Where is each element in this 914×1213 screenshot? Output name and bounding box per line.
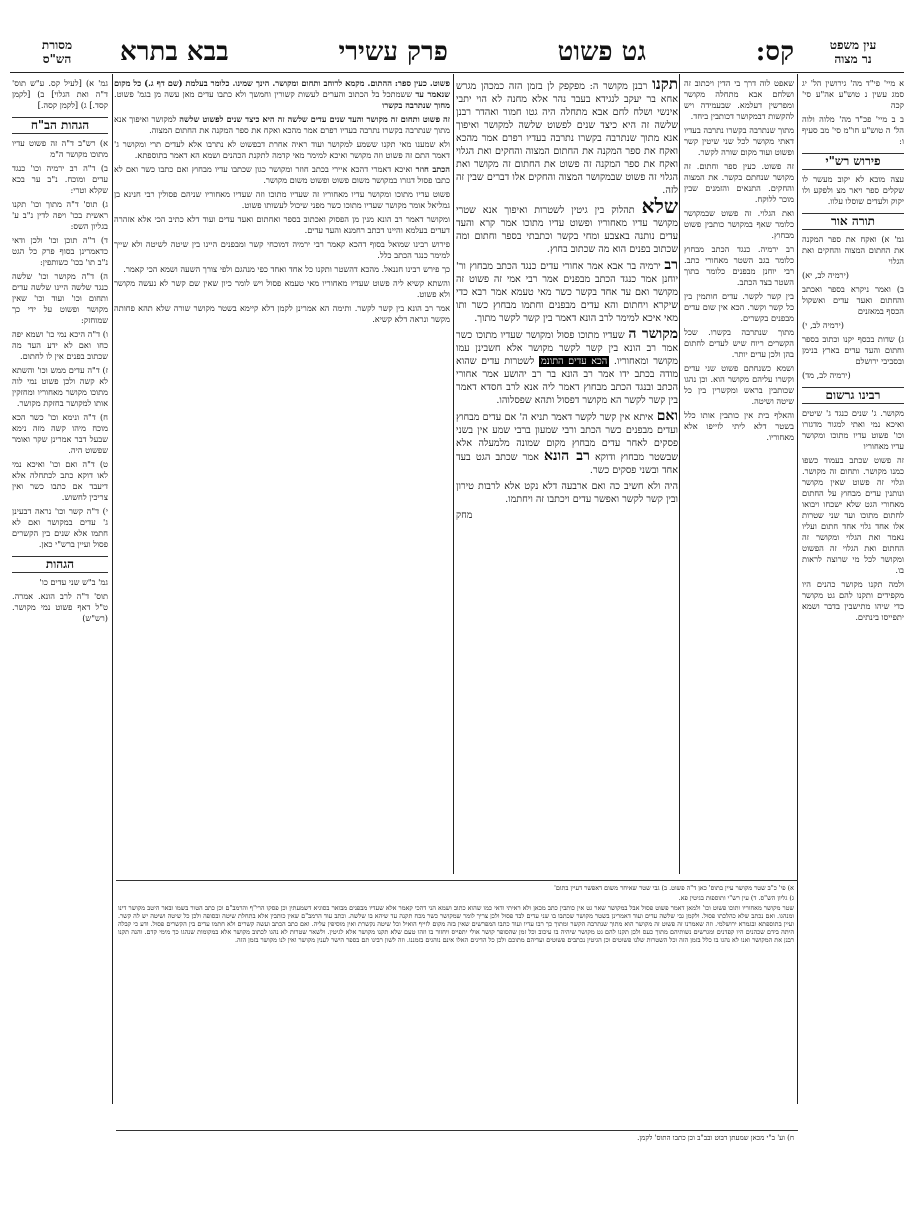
main-line-1: רבנן מקושר ה: מפקפק לן בזמן הזה כמכהן מגרש אחא בר יעקב לנגידא בעבר נהר: [456, 81, 678, 105]
rashi-column: שאפט לוה דרך בי הדין ויכתוב זה ושלחם אבא מתחלה מקושר ומפרשין דעלמא. שבעמידה ויש להקשות דבמקושר דכותבין ביחד. מתוך שנתרבה בקשרו נתרבה בעדיו דאתי מקושר לכל שני שיטין קשר ופשוט ועוד מקום שורה לקשר. זה פשוט. כעין ספר וחתום. זה מקושר שנחתם בקשר. את המצוה והחקים. התנאים והזמנים שבין מוכר ללוקח. ואת הגלוי. זה פשוט שבמקושר כלומר שאף במקושר כותבין פשוט מבחוץ. רב ירמיה. כנגד הכתב מבחוץ כלומר בגב השטר מאחורי כתב. רבי יוחנן מבפנים כלומר בתוך השטר בצד הכתב. בין קשר לקשר. עדים חותמין בין כל קשר וקשר. הכא אין שום עדים מבפנים בקשרים. מתוך שנתרבה בקשרו. שכל הקשרים ריוח שיש לעדים לחתום בהן ולכן עדים יותר. ושמא כשנחתם פשוט שני עדים וקשרו עליהם מקושר הוא. וכן נהגו שכותבין בראש ומקשרין בין כל שיטה ושיטה. והאלף בית אין כותבין אותו כלל בשטר דלא ליתי לזייפו אלא מאחוריו.: [684, 78, 794, 442]
torah-or-ref-2: (ירמיה לב, י): [802, 320, 844, 330]
main-line-2: אלא מחנה לא הוי יתבי אינשי ושלח לחם אבא מתחלה היה גטו חמור ואהדר רבנן: [456, 94, 678, 118]
torah-or-1: גמ' א) ואקח את ספר המקנה את החתום המצוה והחקים ואת הגלוי: [802, 234, 904, 266]
rav-marker: רב: [664, 257, 678, 273]
hagahot-bottom: גמ' ב"ש שני עדים כו': [39, 577, 108, 587]
rabbeinu-gershom-label: רבינו גרשום: [802, 387, 904, 404]
masoret-label: מסורת הש"ס: [41, 38, 73, 66]
gershom-body: מקושר. ג' שנים כנגד ג' שיטים ואיכא נמי ואתי למגור מדגזרו וכו' פשוט עדיו מתוכו ומקושר עדיו מאחוריו: [802, 408, 904, 451]
tosafot-first: זה פשוט ותחום זה מקושר והעד שנים עדים שלשה זה היא כיצד שנים לפשוט שלשה: [179, 114, 450, 124]
hagahot-bach-label: הגהות הב"ח: [12, 117, 108, 134]
torah-or-2: ב) ואמר ניקרא בספר ואכתב והחתום ואעד עדים ואשקול הכסף במאזנים: [802, 284, 904, 316]
page-number: קס:: [755, 37, 794, 67]
highlighted-phrase: הכא עדים התונמ: [540, 356, 608, 367]
footnote-section: א) פי' כ"ב שטר מקושר עיין בתוס' כאן ד"ה פשוט. ב) גבי שטר שאיחר משום דאפשר דעיין בתום' ג) גליון הש"ס. ד) עין רש"י ותוספות בגיטין פא. שטר מקושר מאחוריו ותוכו פשוט וכו' ולמאן דאמר פשוט פסול אבל במקושר שאר גט אין כותבין כתב מכאן ולא ראיתי ודאי כמו שהוא כתוב ושמא הני דהכי קאמר אלא שעדיו מבפנים מבואר בסוגיא דשמעתין וכן פסקו הרי"ף והרמב"ם וכן כתב הטור בשמו ובאר היטב מקושר דינו ומנהגו. ואם נכתב שלא כהלכתו פסול. ולקמן גבי שלשה עדים ועוד דאמרינן בשטר מקושר שכתבו בו שני עדים לבד פסול ולכן צריך לומר שמקושר כשר מכח תקנה עד שיהא בו שלשה. וכתב עוד הרמב"ם שאין כותבין אלא בתחלת שיטה ובסופה ולכן כל שיטה ושיטה יש לה קשר. ועיין בתוספתא ובגמרא ירושלמי. וזה שאמרנו זה פשוט זה מקושר הוא מתוך שנתרבה הקשר ומתוך כך רבו עדיו ועוד כתבו המפרשים שאין בזה מקום לזייף הואיל וכל שיטה נקשרת ואין מוסיפין עליה. ואם כתב הכתב ועשה קשרים ולא חתמו עדים בין הקשרים פסול. ודע כי קבלה היתה בידם שכהנים היו קפדנים ומגרשים נשותיהם מתוך כעס ולכן תקנו להם גט מקושר שיהיה בו עיכוב וכל זמן שהסופר קושר אולי יתפייס ויחזור בו וזהו טעם שלא תקנו מקושר אלא לגיטין. ולשאר שטרות לא נהגו לכתוב מקושר אלא במקומות שנהגו כך מימי קדם. והנה תקנו רבנן את המקושר ואנו לא נהגו בו כלל בזמן הזה וכל השטרות שלנו פשוטים וכן הגיטין נכתבים פשוטים ועדיהם מתוכם ולכן כל הדינים האלו אינם נוהגים בזמננו. וזה לשון רבינו תם בספר הישר לענין מקושר ואין לנו מקושר בזמן הזה.: [118, 884, 794, 944]
bottom-footnote: ח) וע' ב"י מכאן שמעתן דבוט ובב"ב וכן כתבו התוס' לקמן.: [637, 1134, 794, 1142]
torah-or-ref-1: (ירמיה לב, יא): [802, 270, 849, 280]
torah-or-ref-3: (ירמיה לב, מד): [802, 370, 851, 380]
page-header: [120, 36, 794, 68]
mishna-start: שלא: [641, 194, 678, 218]
opening-word: תקנו: [652, 78, 678, 93]
ain-mishpat-label: עין משפט נר מצוה: [829, 38, 877, 66]
torah-or-label: תורה אור: [802, 213, 904, 230]
hagahot-label: הגהות: [12, 556, 108, 573]
tractate-title: בבא בתרא: [120, 37, 229, 67]
gemara-column: תקנו רבנן מקושר ה: מפקפק לן בזמן הזה כמכהן מגרש אחא בר יעקב לנגידא בעבר נהר אלא מחנה לא הוי יתבי אינשי ושלח לחם אבא מתחלה היה גטו חמור ואהדר רבנן שלשה זה היא כיצד שנים לפשוט שלשה למקושר ואיפוך אנא מתוך שנתרבה בקשרו נתרבה בעדיו רפרם אמר מהכא ואקח את ספר המקנה את החתום המצוה והחקים ואת הגלוי ואקח את ספר המקנה זה פשוט את החתום זה מקושר ואת הגלוי זה פשוט שבמקושר המצוה והחקים אלו דברים שבין זה לזה. שלא תהלוק בין גיטין לשטרות ואיפוך אנא שטרי מקושר עדיו מאחוריו ופשוט עדיו מתוכו אמר קרא והעד עדים נותנה באצבע ומחי בקשר וכתבתי בספר וחתום ומה שכתוב בפנים הוא מה שכתוב בחוץ. רב ירמיה בר אבא אמר אחורי עדים כנגד הכתב מבחוץ ור' יוחנן אמר כנגד הכתב מבפנים אמר רבי אמי זה פשוט זה מקושר ואם עד אחד בקשר כשר מאי טעמא אמר רבא כדי שיקרא ויחתום והא עדים מבפנים וחתמו מבחוץ כשר ותו מאי איכא למימר לרב הונא דאמר בין קשר לקשר מתוך. מקושר ה שעדיו מתוכו פסול ומקושר שעדיו מתוכו כשר אמר רב הונא בין קשר לקשר מקושר אלא חשבינן עמו מקושר ומאחוריו. הכא עדים התונמ לשטרות עדים שהוא מודה בכתב ידו אמר רב הונא בר רב יהושע אמר אחורי הכתב ובנגד הכתב מבחוץ דאמר ליה אנא לרב חסדא דאמר בין קשר לקשר הא מקושר דפסול ותהא שפסלוהו. ואם איתא אין קשר לקשר דאמר תניא ה' אם עדים מבחוץ ועדים מבפנים כשר הכתב ורבי שמעון ברבי שמע אין בשני פסקים לאחר עדים מבחוץ מקום שמונה מלמעלה אלא שבשטר מבחוץ ודוקא רב הונא אמר שכתב הגט בעד אחד ובשני פסקים כשר. היה ולא חשיב כה ואם ארבעה דלא נקט אלא לרבות טירון ובין קשר לקשר ואפשר עדים ויכתבו זה ויחתמו. מחק: [456, 78, 678, 848]
end-text: מחק: [456, 510, 473, 521]
hagahot-bach-first: א) רש"ב ד"ה זה פשוט עדיו מתוכו מקושר ה"מ: [12, 138, 108, 159]
right-margin-column: א מיי' פי"ד מה' גירושין הל' יג סמג עשין נ טוש"ע אה"ע סי' קכה ב ב מיי' פכ"ד מה' מלוה ולוה הל' ה טוש"ע חו"מ סי' מב סעיף ו: פירוש רש"י עצה מובא לא יקוב מעשר לו שקלים ספר ויאר מצ ולפקע ולו יקוק ולעדים שוסלו עלוו. תורה אור גמ' א) ואקח את ספר המקנה את החתום המצוה והחקים ואת הגלוי (ירמיה לב, יא) ב) ואמר ניקרא בספר ואכתב והחתום ואעד עדים ואשקול הכסף במאזנים (ירמיה לב, י) ג) שדות בכסף יקנו וכתוב בספר וחתום והעד עדים בארץ בנימן ובסביבי ירושלם (ירמיה לב, מד) רבינו גרשום מקושר. ג' שנים כנגד ג' שיטים ואיכא נמי ואתי למגור מדגזרו וכו' פשוט עדיו מתוכו ומקושר עדיו מאחוריו זה פשוט שכתב בעמוד כשפו כמנו מקושר. ותחום זה מקושר. וגלוי זה פשוט שאין מקושר ונותנין עדים מבחוץ על החתום מאחורי הגט שלא ישכחו ויבואו לחתום מתוכו ועד שני שטרות אלו אחד גלוי אחד חתום ועליו נאמר ואת הגלוי ומקושר זה החתום ואת הגלוי זה הפשוט ומקושר לכל מי שרוצה לראות בו. ולמה תקנו מקושר כהנים היו מקפידים ותקנו להם גט מקושר כדי שיהו מתישבין בדבר ושמא יתפייסו בינתים.: [802, 78, 904, 622]
footnote-line-1: א) פי' כ"ב שטר מקושר עיין בתוס' כאן ד"ה פשוט. ב) גבי שטר שאיחר משום דאפשר דעיין בתום': [554, 884, 794, 892]
rav-hunna: רב הונא: [544, 448, 590, 464]
rav-line: ירמיה בר אבא אמר אחורי עדים: [540, 261, 661, 272]
left-margin-column: גמ' א) [לעיל קס. ע"ש תוס' ד"ה ואת הגלוי] ב) [לקמן קסד.] ג) [לקמן קסה.] הגהות הב"ח א) רש"ב ד"ה זה פשוט עדיו מתוכו מקושר ה"מ ב) ד"ה רב ירמיה וכו' כנגד עדים ומוכח. נ"ב ער בכא שקלא וטרי: ג) תוס' ד"ה מתוך וכו' תקנו ראשית בכו' ויפה לדין נ"ב ע' בגליון השס: ד) ד"ה תוכן וכו' ולכן ודאי כדאמרינן בסוף פרק כל הגט נ"ב תו' בכו' כשותפין: ה) ד"ה מקושר וכו' שלשה כנגד שלשה היינו שלשה עדים ותחום וכו' ועוד וכו' שאין מקושר ופשוט על ידי כך שמוחזק: ו) ד"ה היכא נמי כו' ושמא יפה כחו ואם לא ידע העד מה שכתוב בפנים אין לו לחתום. ז) ד"ה עדים ממש וכו' והשתא לא קשה ולכן פשוט נמי לוה מתוכו מקושר מאחוריו ומחזקין אותו למקושר בחזקת מקושר. ח) ד"ה ונימא וכו' כשר הכא מוכח מיהו קשה מזה נימא שבעל דבר אמרינן שקר ואומר שפשוט היה. ט) ד"ה ואם וכו' ואיכא נמי לאו דוקא כתב לכתחלה אלא דיעבד אם כתבו כשר ואין צריכין לחשוש. י) ד"ה קשר וכו' נראה דבעינן ג' עדים במקושר ואם לא חתמו אלא שנים בין הקשרים פסול ועיין ברש"י כאן. הגהות גמ' ב"ש שני עדים כו' תוס' ד"ה לרב הונא. אמרה. ט"ל דאף פשוט נמי מקושר. (רש"ש): [12, 78, 108, 623]
mishna-line: תהלוק בין גיטין לשטרות: [534, 205, 635, 216]
tractate-part: גט פשוט: [557, 37, 646, 67]
rashi-body-start: מחוך שנתרבה בקשרו: [382, 100, 450, 110]
chapter-title: פרק עשירי: [338, 37, 448, 67]
rashi-title: פשוט. כעין ספר: ההתום. מקמא לרוחב ותחום ומקושר. הינך שמינו. כלומר בעלמת (שם דף ג.) כל מקום שנאמר עד: [114, 78, 450, 99]
ain-mishpat-entry: א מיי' פי"ד מה' גירושין הל' יג סמג עשין נ טוש"ע אה"ע סי' קכה: [802, 78, 904, 110]
rashi-label: פירוש רש"י: [802, 153, 904, 170]
tosafot-column: פשוט. כעין ספר: ההתום. מקמא לרוחב ותחום ומקושר. הינך שמינו. כלומר בעלמת (שם דף ג.) כל מקום שנאמר עד ששמתכל בל הכתוב והערים לעשות קשורין וחמשך ולא כתבו עדים מאן עשה מן בגמ' פשוט. מחוך שנתרבה בקשרו זה פשוט ותחום זה מקושר והעד שנים עדים שלשה זה היא כיצד שנים לפשוט שלשה למקושר ואיפוך אנא מתוך שנתרבה בקשרו נתרבה בעדיו רפרם אמר מהכא ואקח את ספר המקנה את החתום המצוה. ולא שמענו מאי תקנו ששמע למקושר ועוד ראיה אחרת דבפשוט לא נתרבו אלא לעדים תרי ומקושר ג' דאמר התם זה פשוט וזה מקושר ואיכא למימר מאי קדמה לתקנת הכהנים ושמא הא דאמר בתוספתא. הכתב חוזר ואיכא דאמרי דהכא איירי בכתב חוזר ומקושר כגון שכתבו עדיו מבחוץ ואם כתבו כשר ואם לא כתבו פסול דגזרו במקושר משום פשוט ופשוט משום מקושר. פשוט עדיו מתוכו ומקושר עדיו מאחוריו זה שעדיו מתוכו וזה שעדיו מאחוריו שניהם פסולין רבי חנינא בן גמליאל אומר מקושר שעדיו מתוכו כשר מפני שיכול לעשותו פשוט. ומקושר דאמר רב הונא מנין מן הפסוק ואכתוב בספר ואחתום ואעד עדים ועוד דלא כתיב הכי אלא אזהרה דעדים בעלמא והיינו דכתב רחמנא והעד עדים. פירוש רבינו שמואל בסוף דהכא קאמר רבי ירמיה דמוכחי קשר ומבפנים היינו בין שיטה לשיטה ולא שייך למימר כנגד הכתב כלל. כך פירש רבינו חננאל. מהכא דהשטר ותקנו כל אחד ואחד כפי מנהגם ולפי צורך השעה ושמא הכי קאמר. והשתא קשיא ליה פשוט שעדיו מאחוריו מאי טעמא פסול ויש לומר כיון שאין שם קשר לא נעשה מקושר ולא פשוט. אמר רב הונא בין קשר לקשר. ותימה הא אמרינן לקמן דלא קיימא בשטר מקושר שורה שלא תהא פחותה מקשר ונראה דלא קשיא.: [114, 78, 450, 324]
header-rule: [10, 72, 904, 73]
torah-or-3: ג) שדות בכסף יקנו וכתוב בספר וחתום והעד עדים בארץ בנימן ובסביבי ירושלם: [802, 334, 904, 366]
mid-heading: מקושר ה: [628, 326, 678, 342]
ve-im-marker: ואם: [656, 408, 678, 424]
footnote-line-2: ג) גליון הש"ס. ד) עין רש"י ותוספות בגיטין פא.: [678, 894, 794, 902]
tosafot-heading: הכתב חוזר: [415, 164, 450, 174]
